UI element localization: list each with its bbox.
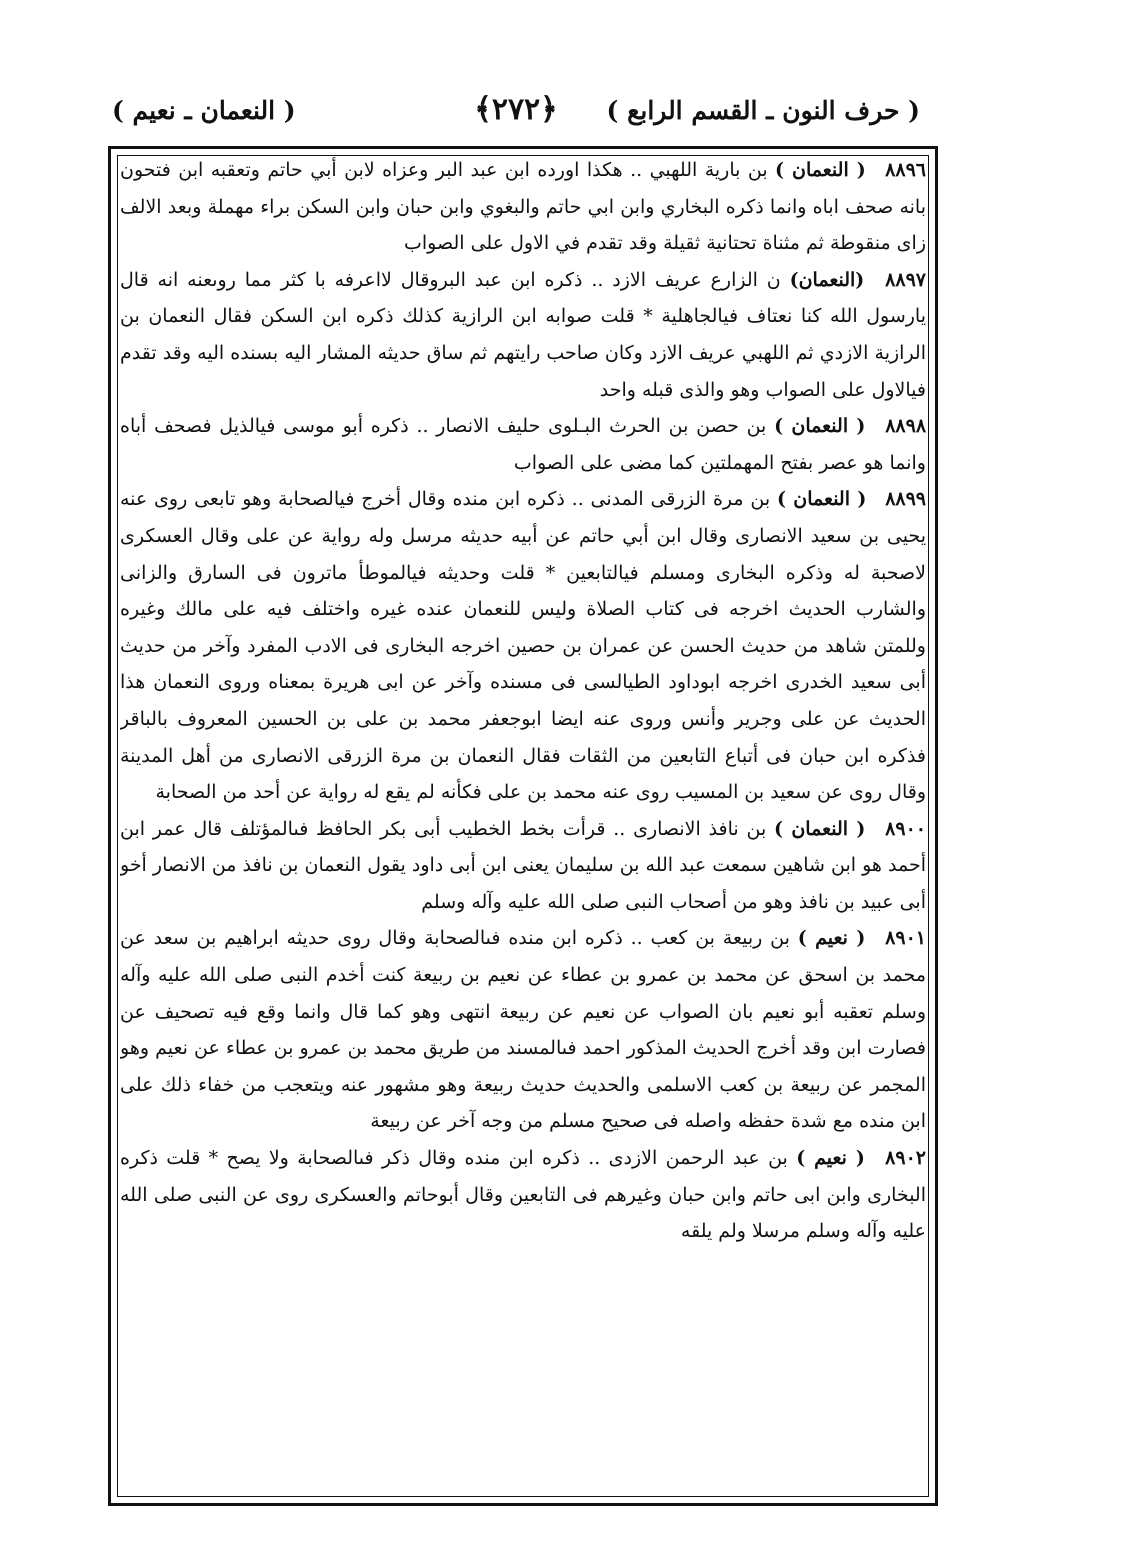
entry-number: ٨٩٠٢: [885, 1147, 926, 1170]
entry-text: بن حصن بن الحرث البـلوى حليف الانصار .. ذكره أبو موسى فيالذيل فصحف أباه وانما هو عصر بفتح المهملتين كما مضى على الصواب: [120, 415, 926, 474]
entry-number: ٨٨٩٦: [885, 159, 926, 181]
page-header: [112, 88, 920, 138]
entry-text: بن بارية اللهبي .. هكذا اورده ابن عبد البر وعزاه لابن أبي حاتم وتعقبه ابن فتحون بانه صحف اباه وانما ذكره البخاري وابن ابي حاتم والبغوي وابن حبان وابن السكن براء مهملة وبعد الالف زاى منقوطة ثم مثناة تحتانية ثقيلة وقد تقدم في الاول على الصواب: [120, 159, 926, 255]
entry: [120, 811, 926, 921]
entry-text: بن ربيعة بن كعب .. ذكره ابن منده فىالصحابة وقال روى حديثه ابراهيم بن سعد عن محمد بن اسحق عن محمد بن عمرو بن عطاء عن نعيم بن ربيعة كنت أخدم النبى صلى الله عليه وآله وسلم تعقبه أبو نعيم بان الصواب عن نعيم عن ربيعة انتهى وهو كما قال وانما وقع فيه تصحيف عن فصارت ابن وقد أخرج الحديث المذكور احمد فىالمسند من طريق محمد بن عمرو بن عطاء عن نعيم وهو المجمر عن ربيعة بن كعب الاسلمى والحديث حديث ربيعة وهو مشهور عنه ويتعجب من خفاء ذلك على ابن منده مع شدة حفظه واصله فى صحيح مسلم من وجه آخر عن ربيعة: [120, 927, 926, 1133]
entry: [120, 408, 926, 481]
entry-number: ٨٩٠٠: [885, 817, 926, 840]
page-number: ﴿٢٧٢﴾: [474, 92, 558, 127]
entry-text: ن الزارع عريف الازد .. ذكره ابن عبد البروقال لااعرفه با كثر مما روىعنه انه قال يارسول الله كنا نعتاف فيالجاهلية * قلت صوابه ابن الرازية كذلك ذكره ابن السكن فقال النعمان بن الرازية الازدي ثم اللهبي عريف الازد وكان صاحب رايتهم ثم ساق حديثه المشار اليه بسنده اليه وقد تقدم فيالاول على الصواب وهو والذى قبله واحد: [120, 268, 926, 401]
entry-text: بن عبد الرحمن الازدى .. ذكره ابن منده وقال ذكر فىالصحابة ولا يصح * قلت ذكره البخارى وابن ابى حاتم وابن حبان وغيرهم فى التابعين وقال أبوحاتم والعسكرى روى عن النبى صلى الله عليه وآله وسلم مرسلا ولم يلقه: [120, 1147, 926, 1243]
entry: [120, 920, 926, 1140]
entry-name: (النعمان): [789, 268, 865, 291]
entry-number: ٨٨٩٩: [885, 488, 926, 511]
entry-name: ( النعمان ): [774, 817, 866, 840]
entry-name: ( النعمان ): [776, 488, 867, 511]
entry-name: ( النعمان ): [774, 415, 866, 438]
entry-number: ٨٨٩٧: [885, 268, 926, 291]
entry-text: بن مرة الزرقى المدنى .. ذكره ابن منده وقال أخرج فيالصحابة وهو تابعى روى عنه يحيى بن سعيد الانصارى وقال ابن أبي حاتم عن أبيه حديثه مرسل وله رواية عن على وقال العسكرى لاصحبة له وذكره البخارى ومسلم فيالتابعين * قلت وحديثه فيالموطأ ماترون فى السارق والزانى والشارب الحديث اخرجه فى كتاب الصلاة وليس للنعمان عنده غيره واختلف فيه على مالك وغيره وللمتن شاهد من حديث الحسن عن عمران بن حصين اخرجه البخارى فى الادب المفرد وآخر من حديث أبى سعيد الخدرى اخرجه ابوداود الطيالسى فى مسنده وآخر عن ابى هريرة بمعناه وروى النعمان هذا الحديث عن على وجرير وأنس وروى عنه ايضا ابوجعفر محمد بن على بن الحسين المعروف بالباقر فذكره ابن حبان فى أتباع التابعين من الثقات فقال النعمان بن مرة الزرقى الانصارى من أهل المدينة وقال روى عن سعيد بن المسيب روى عنه محمد بن على فكأنه لم يقع له رواية عن أحد من الصحابة: [120, 488, 926, 804]
entry-name: ( نعيم ): [797, 927, 866, 950]
entry-number: ٨٨٩٨: [885, 415, 926, 438]
entry-range-title: ( النعمان ـ نعيم ): [112, 96, 296, 125]
entry-name: ( النعمان ): [775, 159, 866, 181]
entry: [120, 1140, 926, 1250]
entry: [120, 152, 926, 262]
page-body: [120, 152, 926, 1498]
entry-text: بن نافذ الانصارى .. قرأت بخط الخطيب أبى بكر الحافظ فىالمؤتلف قال عمر ابن أحمد هو ابن شاهين سمعت عبد الله بن سليمان يعنى ابن أبى داود يقول النعمان بن نافذ من الانصار أخو أبى عبيد بن نافذ وهو من أصحاب النبى صلى الله عليه وآله وسلم: [120, 817, 926, 913]
entry: [120, 481, 926, 810]
entry: [120, 262, 926, 408]
section-title: ( حرف النون ـ القسم الرابع ): [606, 96, 920, 125]
entry-number: ٨٩٠١: [885, 927, 926, 950]
entry-name: ( نعيم ): [796, 1147, 865, 1170]
